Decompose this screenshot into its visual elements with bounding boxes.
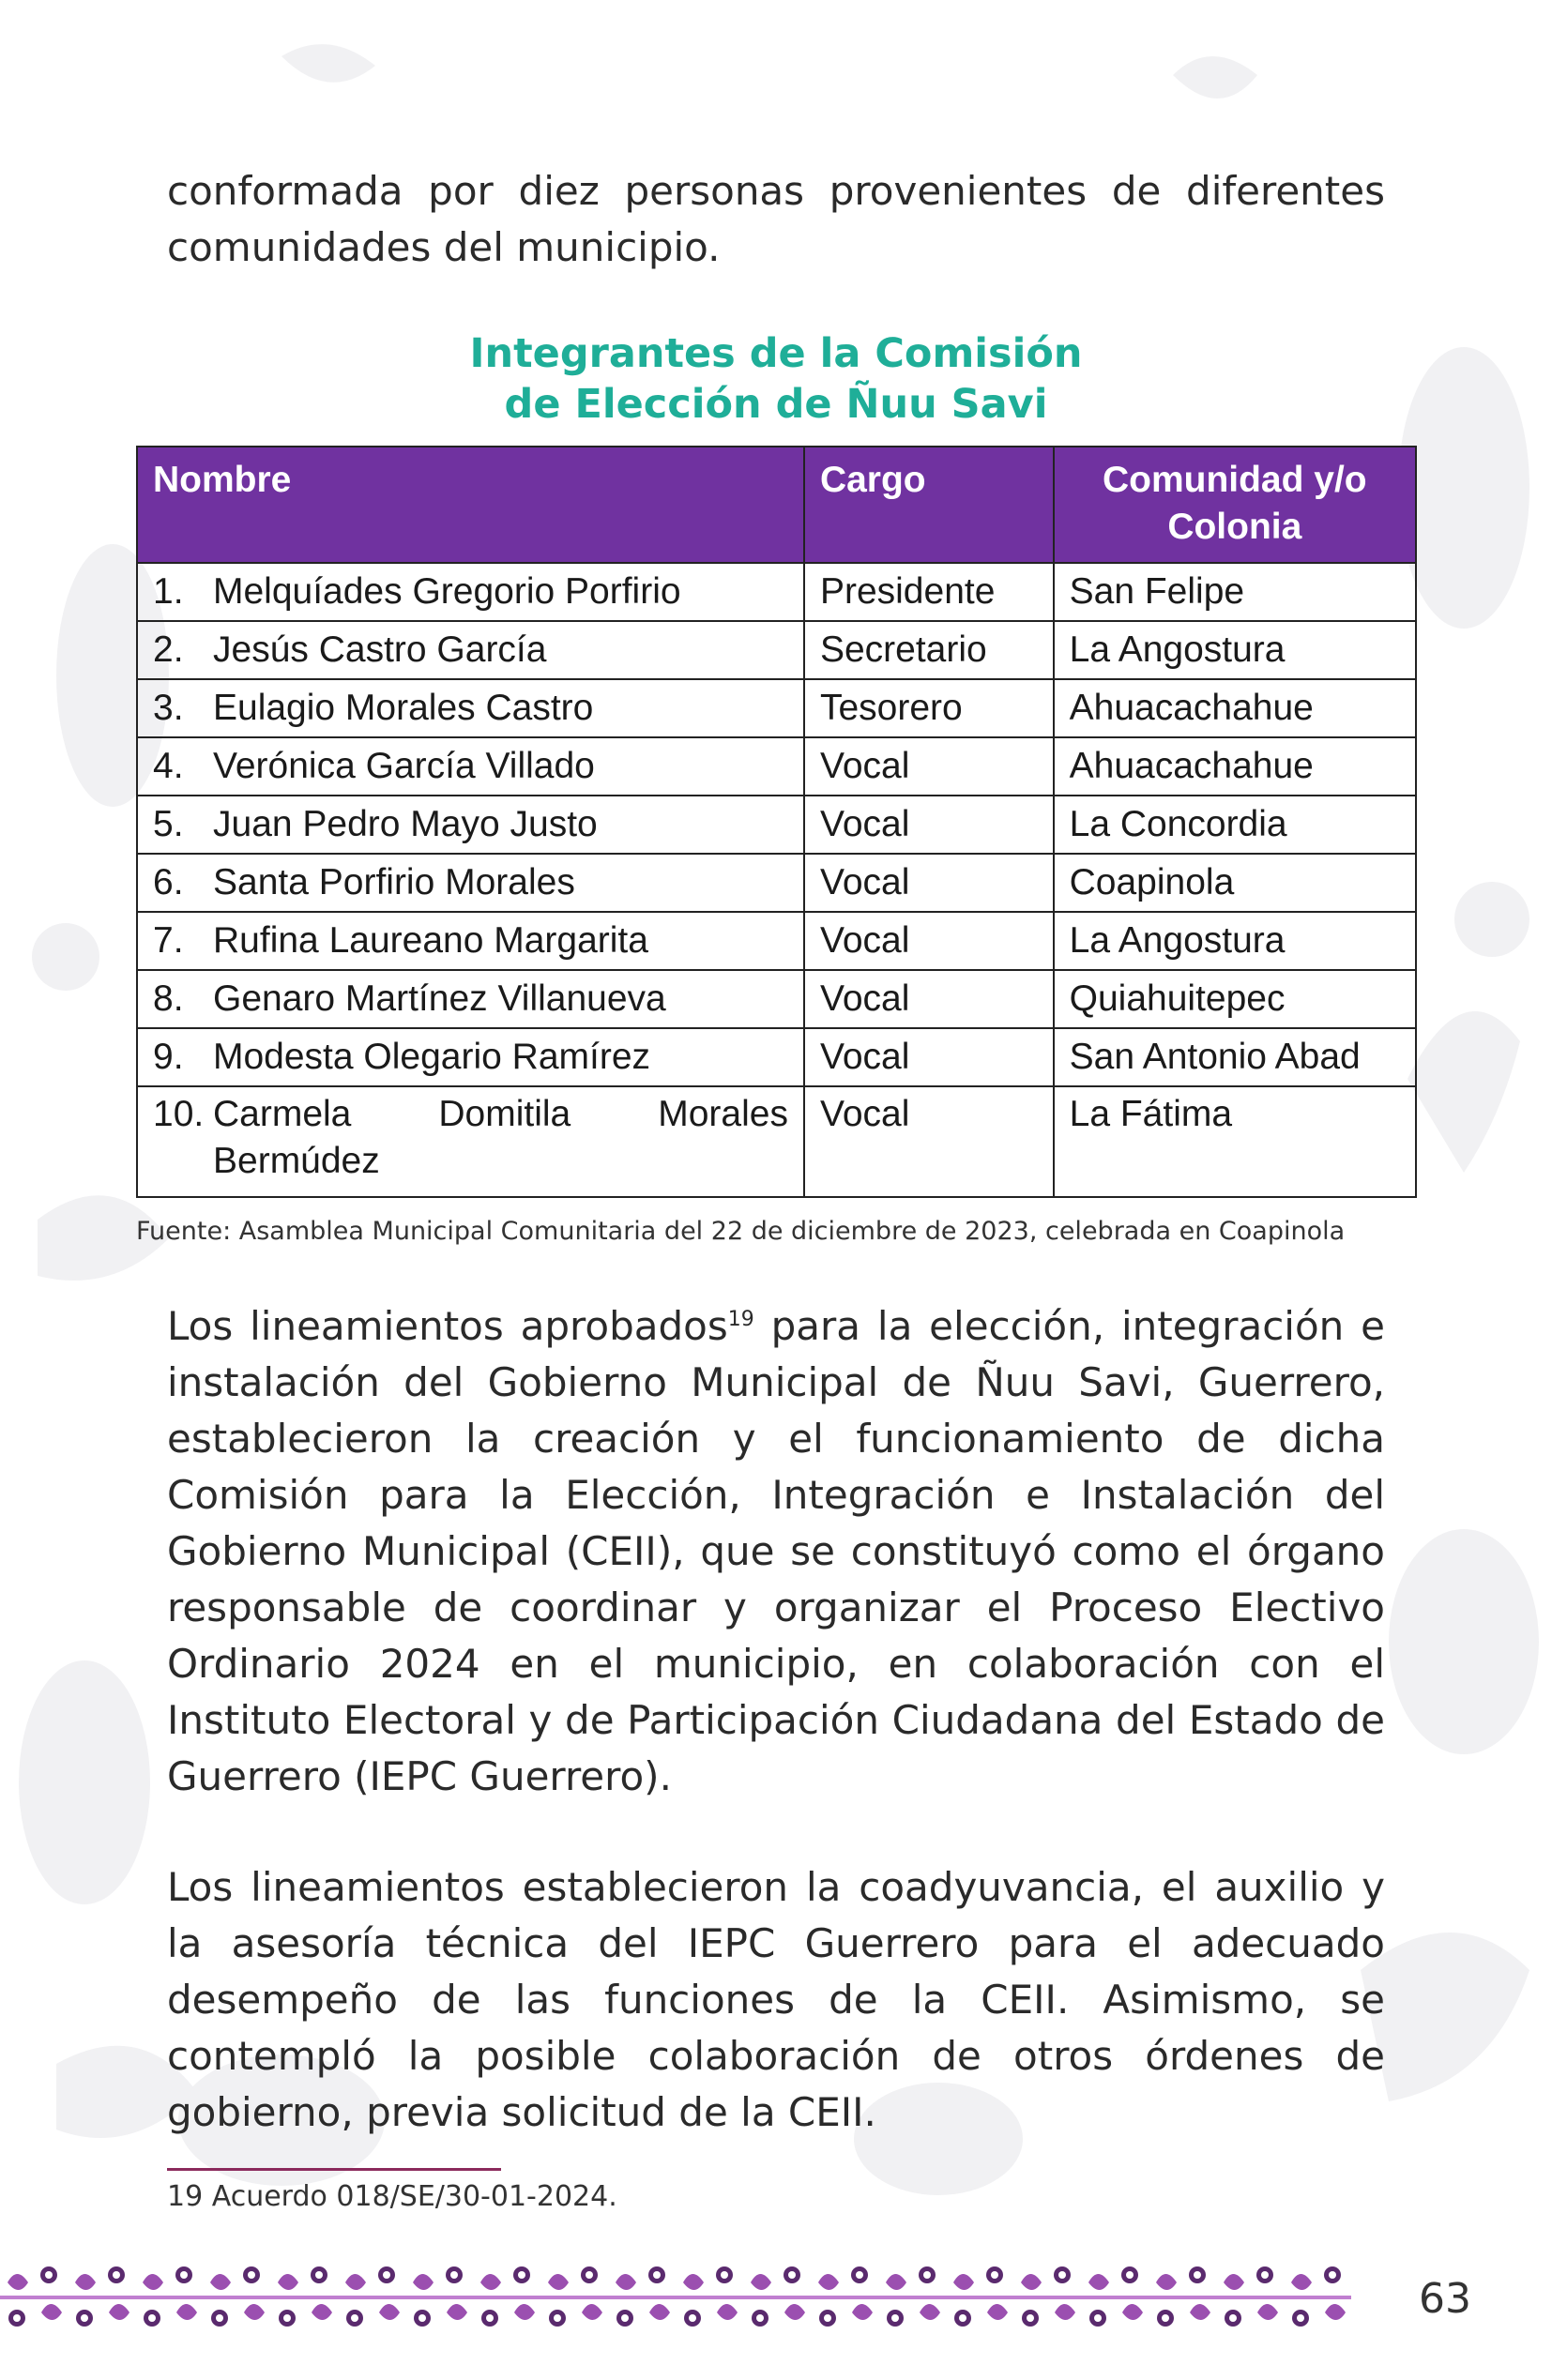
row-number: 9. xyxy=(153,1037,184,1077)
member-community: Ahuacachahue xyxy=(1054,737,1416,796)
header-community-line-1: Comunidad y/o xyxy=(1102,460,1367,500)
row-number: 5. xyxy=(153,804,184,844)
member-community: San Antonio Abad xyxy=(1054,1028,1416,1086)
member-role: Vocal xyxy=(804,1086,1054,1197)
member-name-cell xyxy=(137,970,804,1028)
guidelines-paragraph-start: Los lineamientos aprobados xyxy=(167,1303,728,1349)
member-role: Vocal xyxy=(804,737,1054,796)
member-name: Eulagio Morales Castro xyxy=(213,688,594,728)
embroidered-flower-border-icon xyxy=(0,2256,1379,2341)
row-number: 8. xyxy=(153,978,184,1019)
row-number: 7. xyxy=(153,920,184,961)
member-role: Tesorero xyxy=(804,679,1054,737)
header-role: Cargo xyxy=(804,447,1054,563)
row-number: 4. xyxy=(153,746,184,786)
header-community-line-2: Colonia xyxy=(1167,507,1302,547)
commission-members-table xyxy=(136,446,1417,1198)
member-community: San Felipe xyxy=(1054,563,1416,621)
guidelines-paragraph-rest: para la elección, integración e instalación del Gobierno Municipal de Ñuu Savi, Guerrero, establecieron la creación y el funcionamiento de dicha Comisión para la Elección, Integración e Instalación del Gobierno Municipal (CEII), que se constituyó como el órgano responsable de coordinar y organizar el Proceso Electivo Ordinario 2024 en el municipio, en colaboración con el Instituto Electoral y de Participación Ciudadana del Estado de Guerrero (IEPC Guerrero). xyxy=(167,1303,1386,1799)
member-name-cell xyxy=(137,737,804,796)
row-number: 2. xyxy=(153,629,184,670)
member-name-cell xyxy=(137,796,804,854)
member-name-line-1: Carmela Domitila Morales xyxy=(213,1094,788,1134)
member-name: Juan Pedro Mayo Justo xyxy=(213,804,598,844)
member-name-cell xyxy=(137,621,804,679)
table-row xyxy=(137,621,1416,679)
member-name-cell xyxy=(137,912,804,970)
member-name: Genaro Martínez Villanueva xyxy=(213,978,666,1019)
member-name: Verónica García Villado xyxy=(213,746,595,786)
member-role: Secretario xyxy=(804,621,1054,679)
row-number: 6. xyxy=(153,862,184,902)
table-source-note: Fuente: Asamblea Municipal Comunitaria del 22 de diciembre de 2023, celebrada en Coapinola xyxy=(136,1217,1346,1246)
table-row xyxy=(137,796,1416,854)
table-row xyxy=(137,854,1416,912)
row-number: 3. xyxy=(153,688,184,728)
member-role: Vocal xyxy=(804,1028,1054,1086)
table-title xyxy=(167,328,1385,430)
table-row xyxy=(137,1086,1416,1197)
member-role: Presidente xyxy=(804,563,1054,621)
member-name xyxy=(213,1091,788,1185)
border-motifs xyxy=(0,2266,1351,2327)
table-row xyxy=(137,912,1416,970)
table-row xyxy=(137,1028,1416,1086)
table-row xyxy=(137,970,1416,1028)
member-name: Modesta Olegario Ramírez xyxy=(213,1037,651,1077)
member-community: La Angostura xyxy=(1054,621,1416,679)
member-name: Rufina Laureano Margarita xyxy=(213,920,648,961)
table-title-line-2: de Elección de Ñuu Savi xyxy=(504,381,1048,428)
footnote: 19 Acuerdo 018/SE/30-01-2024. xyxy=(167,2180,617,2213)
intro-paragraph: conformada por diez personas provenientes de diferentes comunidades del municipio. xyxy=(167,168,1385,270)
member-name: Melquíades Gregorio Porfirio xyxy=(213,571,681,612)
member-role: Vocal xyxy=(804,912,1054,970)
member-name: Jesús Castro García xyxy=(213,629,547,670)
row-number: 1. xyxy=(153,571,184,612)
header-name: Nombre xyxy=(137,447,804,563)
member-name-cell xyxy=(137,679,804,737)
member-name-cell xyxy=(137,1086,804,1197)
table-title-line-1: Integrantes de la Comisión xyxy=(469,330,1083,377)
assistance-paragraph: Los lineamientos establecieron la coadyuvancia, el auxilio y la asesoría técnica del IEPC Guerrero para el adecuado desempeño de las funciones de la CEII. Asimismo, se contempló la posible colaboración de otros órdenes de gobierno, previa solicitud de la CEII. xyxy=(167,1864,1385,2135)
footnote-divider xyxy=(167,2168,501,2171)
member-role: Vocal xyxy=(804,854,1054,912)
member-role: Vocal xyxy=(804,970,1054,1028)
page-number: 63 xyxy=(1419,2275,1471,2323)
member-name-cell xyxy=(137,854,804,912)
member-community: Coapinola xyxy=(1054,854,1416,912)
table-header-row xyxy=(137,447,1416,563)
table-row xyxy=(137,737,1416,796)
member-name: Santa Porfirio Morales xyxy=(213,862,575,902)
member-name-cell xyxy=(137,563,804,621)
guidelines-paragraph xyxy=(167,1298,1385,1805)
member-community: La Fátima xyxy=(1054,1086,1416,1197)
footnote-reference[interactable]: 19 xyxy=(727,1308,754,1331)
member-community: Quiahuitepec xyxy=(1054,970,1416,1028)
member-name-line-2: Bermúdez xyxy=(213,1141,380,1181)
header-community xyxy=(1054,447,1416,563)
member-role: Vocal xyxy=(804,796,1054,854)
row-number: 10. xyxy=(153,1094,205,1134)
table-row xyxy=(137,563,1416,621)
table-row xyxy=(137,679,1416,737)
member-community: La Concordia xyxy=(1054,796,1416,854)
member-name-cell xyxy=(137,1028,804,1086)
member-community: La Angostura xyxy=(1054,912,1416,970)
member-community: Ahuacachahue xyxy=(1054,679,1416,737)
